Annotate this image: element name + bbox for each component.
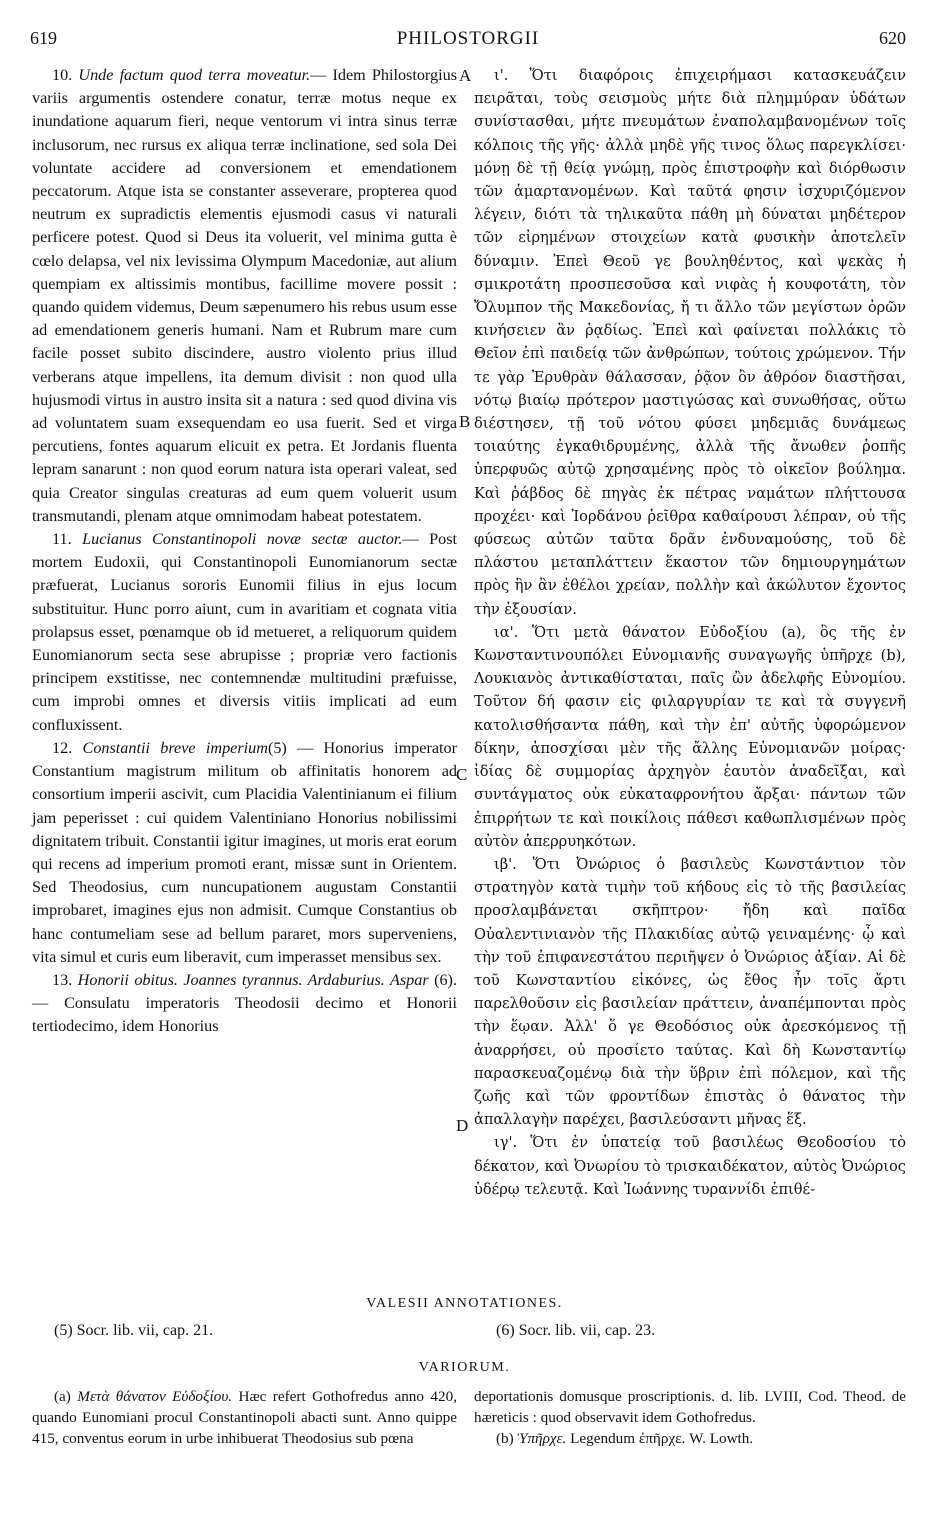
section-body: — Consulatu imperatoris Theodosii decimo et Honorii tertiodecimo, idem Honorius [32, 994, 457, 1036]
section-number: 11. [52, 530, 72, 549]
variorum-note-b [474, 1428, 906, 1449]
footnote-ref: (5) [267, 738, 287, 757]
running-title: PHILOSTORGII [396, 28, 540, 49]
section-heading: Honorii obitus. Joannes tyrannus. Ardaburius. Aspar [77, 970, 429, 989]
greek-section-11: ια'. Ὅτι μετὰ θάνατον Εὐδοξίου (a), ὃς τῆς ἐν Κωνσταντινουπόλει Εὐνομιανῆς συναγωγῆς ὑπῆρχε (b), Λουκιανὸς ἀντικαθίσταται, παῖς ὢν ἀδελφῆς Εὐνομίου. Τοῦτον δή φασιν εἰς φιλαργυρίαν τε καὶ τὰ συγγενῆ κατολισθήσαντα πάθη, καὶ τὴν ἐπ' αὐτῆς ὑφορώμενον δίκην, ἀποσχίσαι μὲν τῆς ἄλλης Εὐνομιανῶν μοίρας· ἰδίας δὲ συμμορίας ἀρχηγὸν ἑαυτὸν ἀναδεῖξαι, καὶ συντάγματος οὐκ εὐκαταφρονήτου ἄρξαι· πάντων τῶν ἐπιρρήτων τε καὶ ποικίλοις πάθεσι καθωπλισμένων πρὸς αὐτὸν ἀπερρυηκότων. [474, 623, 906, 850]
greek-section-12: ιβ'. Ὅτι Ὀνώριος ὁ βασιλεὺς Κωνστάντιον τὸν στρατηγὸν κατὰ τιμὴν τοῦ κήδους εἰς τὸ τῆς βασιλείας προσλαμβάνεται σκῆπτρον· ἤδη καὶ παῖδα Οὐαλεντινιανὸν τῆς Πλακιδίας αὐτῷ γειναμένης· ᾧ καὶ τὴν τοῦ ἐπιφανεστάτου περιῆψεν ὁ Ὀνώριος ἀξίαν. Αἱ δὲ τοῦ Κωνσταντίου εἰκόνες, ὡς ἔθος ἦν τοῖς ἄρτι παρελθοῦσιν εἰς βασιλείαν πράττειν, ἀναπέμπονται πρὸς τὴν ἕῳαν. Ἀλλ' ὅ γε Θεοδόσιος οὐκ ἀρεσκόμενος τῇ ἀναρρήσει, οὐ προσίετο ταύτας. Καὶ δὴ Κωνσταντίῳ παρασκευαζομένῳ διὰ τὴν ὕβριν ἐπὶ πόλεμον, καὶ τῆς ζωῆς καὶ τῶν φροντίδων ἐπιστὰς ὁ θάνατος τὴν ἀπαλλαγὴν παρέχει, βασιλεύσαντι μῆνας ἕξ. [474, 855, 906, 1129]
note-label: (a) [54, 1388, 71, 1405]
variorum-title: VARIORUM. [418, 1360, 511, 1375]
section-body: — Post mortem Eudoxii, qui Constantinopoli Eunomianorum sectæ præfuerat, Lucianus sororis Eunomii filius in ejus locum substituitur. Hunc porro aiunt, cum in avaritiam et cognata vitia prolapsus esset, pœnamque ob id metueret, a reliquorum quidem Eunomianorum secta sese abrupisse ; propriæ vero factionis principem exstitisse, nec contemnendæ multitudini præfuisse, cum improbi omnes et diversis vitiis implicati ad eum confluxissent. [32, 530, 458, 734]
margin-letter-a: A [459, 66, 472, 85]
section-heading: Unde factum quod terra moveatur. [78, 66, 311, 84]
section-number: 10. [52, 66, 73, 84]
page-header [30, 28, 906, 54]
greek-section-10: ι'. Ὅτι διαφόροις ἐπιχειρήμασι κατασκευάζειν πειρᾶται, τοὺς σεισμοὺς μήτε διὰ πλημμύραν ὑδάτων συνίστασθαι, μήτε πνευμάτων ἐναπολαμβανομένων τοῖς κόλποις τῆς γῆς· ἀλλὰ μηδὲ γῆς τινος ὅλως παρεγκλίσει· μόνῃ δὲ τῇ θείᾳ γνώμῃ, πρὸς ἐπιστροφὴν καὶ διόρθωσιν τῶν ἁμαρτανομένων. Καὶ ταῦτά φησιν ἰσχυριζόμενον λέγειν, διότι τὰ τηλικαῦτα πάθη μὴ δύναται μηδέτερον τῶν εἰρημένων στοιχείων κατὰ φυσικὴν ἀποτελεῖν δύναμιν. Ἐπεὶ Θεοῦ γε βουληθέντος, καὶ ψεκὰς ἡ σμικροτάτη προσπεσοῦσα καὶ νιφὰς ἡ κουφοτάτη, τὸν Ὄλυμπον τῆς Μακεδονίας, ἤ τι ἄλλο τῶν μεγίστων ὀρῶν κινήσειεν ἂν ῥᾳδίως. Ἐπεὶ καὶ φαίνεται πολλάκις τὸ Θεῖον ἐπὶ παιδείᾳ τῶν ἀνθρώπων, τούτοις χρώμενον. Τήν τε γὰρ Ἐρυθρὰν θάλασσαν, ῥᾷον ὂν ἀθρόον διαστῆσαι, νότῳ βιαίῳ πρότερον μαστιγώσας καὶ συνωθήσας, οὕτω διέστησεν, τῇ τοῦ νότου φύσει μηδεμιᾶς δυνάμεως τοιαύτης ἐγκαθιδρυμένης, ἀλλὰ τῆς ἄνωθεν ῥοπῆς ὑπερφυῶς αὐτῷ χρησαμένης πρὸς τὸ οἰκεῖον βούλημα. Καὶ ῥάβδος δὲ πηγὰς ἐκ πέτρας ναμάτων πλήττουσα προχέει· καὶ Ἰορδάνου ῥεῖθρα καθαίρουσι λέπραν, οὐ τῆς φύσεως αὐτῶν ταῦτα δρᾶν ἐνδυναμούσης, τοῦ δὲ πλάστου μεταπλάττειν ἕκαστον τῶν δημιουργημάτων πρὸς ἣν ἂν ἐθέλοι χρείαν, πολλὴν καὶ ἀκώλυτον ἔχοντος τὴν ἐξουσίαν. [474, 67, 906, 618]
section-number: 12. [52, 738, 73, 757]
footnote-ref: (6). [434, 970, 457, 989]
note-lemma: Μετὰ θάνατον Εὐδοξίου. [77, 1388, 233, 1405]
variorum-note-a-continued: deportationis domusque proscriptionis. d. lib. LVIII, Cod. Theod. de hæreticis : quod observavit idem Gothofredus. [474, 1388, 906, 1426]
note-text: Hæc refert Gothofredus anno 420, quando Eunomiani procul Constantinopoli abacti sunt. Anno quippe 415, conventus eorum in urbe inhibuerat Theodosius sub pœna [32, 1388, 457, 1447]
right-page-number: 620 [879, 28, 906, 48]
greek-section-13: ιγ'. Ὅτι ἐν ὑπατείᾳ τοῦ βασιλέως Θεοδοσίου τὸ δέκατον, καὶ Ὀνωρίου τὸ τρισκαιδέκατον, αὐτὸς Ὀνώριος ὑδέρῳ τελευτᾷ. Καὶ Ἰωάννης τυραννίδι ἐπιθέ- [474, 1134, 906, 1198]
section-heading: Constantii breve imperium [82, 738, 268, 757]
margin-letter-c: C [456, 765, 468, 784]
note-text: Legendum ἐπῆρχε. W. Lowth. [566, 1430, 754, 1447]
margin-letter-d: D [456, 1116, 469, 1135]
left-page-number: 619 [30, 28, 57, 48]
section-heading: Lucianus Constantinopoli novæ sectæ auctor. [82, 530, 403, 549]
section-body: — Idem Philostorgius variis argumentis ostendere conatur, terræ motus neque ex inundatione aquarum fieri, neque ventorum vi intra sinus terræ inclusorum, nec rursus ex aliqua terræ inclinatione, sed sola Dei voluntate accidere ad conversionem et emendationem peccatorum. Atque ista se constanter asseverare, propterea quod neutrum ex supradictis elementis ejusmodi casus vi naturali perficere potest. Quod si Deus ita voluerit, vel minima gutta è cœlo delapsa, vel nix levissima Olympum Macedoniæ, aut alium quempiam ex altissimis montibus, facillime movere possit : quando quidem videmus, Deum sæpenumero his rebus usum esse ad emendationem generis humani. Nam et Rubrum mare cum facile posset subito discindere, austro violento prius illud verberans atque impellens, ita demum divisit : non quod ulla hujusmodi virtus in austro insita sit a natura : sed quod divina vis ad voluntatem suam exsequendam eo usa fuerit. Sed et virga percutiens, fontes aquarum elicuit ex petra. Et Jordanis fluenta lepram sanarunt : non quod eorum natura ista operari valeat, sed quia Creator singulas creaturas ad eum quem voluerit usum transmutandi, plenam atque omnimodam habeat potestatem. [32, 66, 458, 525]
latin-section-10 [32, 64, 457, 528]
section-body: — Honorius imperator Constantium magistrum militum ob affinitatis honorem ad consortium imperii ascivit, cum Placidia Valentinianum ei filium jam peperisset : cui quidem Valentiniano Honorius nobilissimi dignitatem tribuit. Constantii igitur imagines, ut moris erat eorum qui recens ad imperium promoti erant, missæ sunt in Orientem. Sed Theodosius, cum nuncupationem augustam Constantii improbaret, imagines ejus non admisit. Cumque Constantius ob hanc contumeliam sese ad bellum pararet, mors superveniens, vita simul et curis eum liberavit, cum imperasset mensibus sex. [32, 738, 458, 966]
latin-section-13 [32, 969, 457, 1039]
note-lemma: Ὑπῆρχε. [517, 1430, 567, 1447]
latin-section-11 [32, 528, 457, 737]
latin-column [32, 64, 457, 1039]
variorum-left [32, 1386, 457, 1449]
greek-column [474, 64, 906, 1201]
latin-section-12 [32, 737, 457, 969]
margin-letter-b: B [459, 412, 471, 431]
note-label: (b) [496, 1430, 514, 1447]
section-number: 13. [52, 970, 73, 989]
annotation-note-6: (6) Socr. lib. vii, cap. 23. [496, 1322, 656, 1339]
annotation-note-5: (5) Socr. lib. vii, cap. 21. [54, 1322, 214, 1339]
variorum-right [474, 1386, 906, 1449]
variorum-note-a [32, 1386, 457, 1449]
annotations-title: VALESII ANNOTATIONES. [366, 1296, 563, 1311]
